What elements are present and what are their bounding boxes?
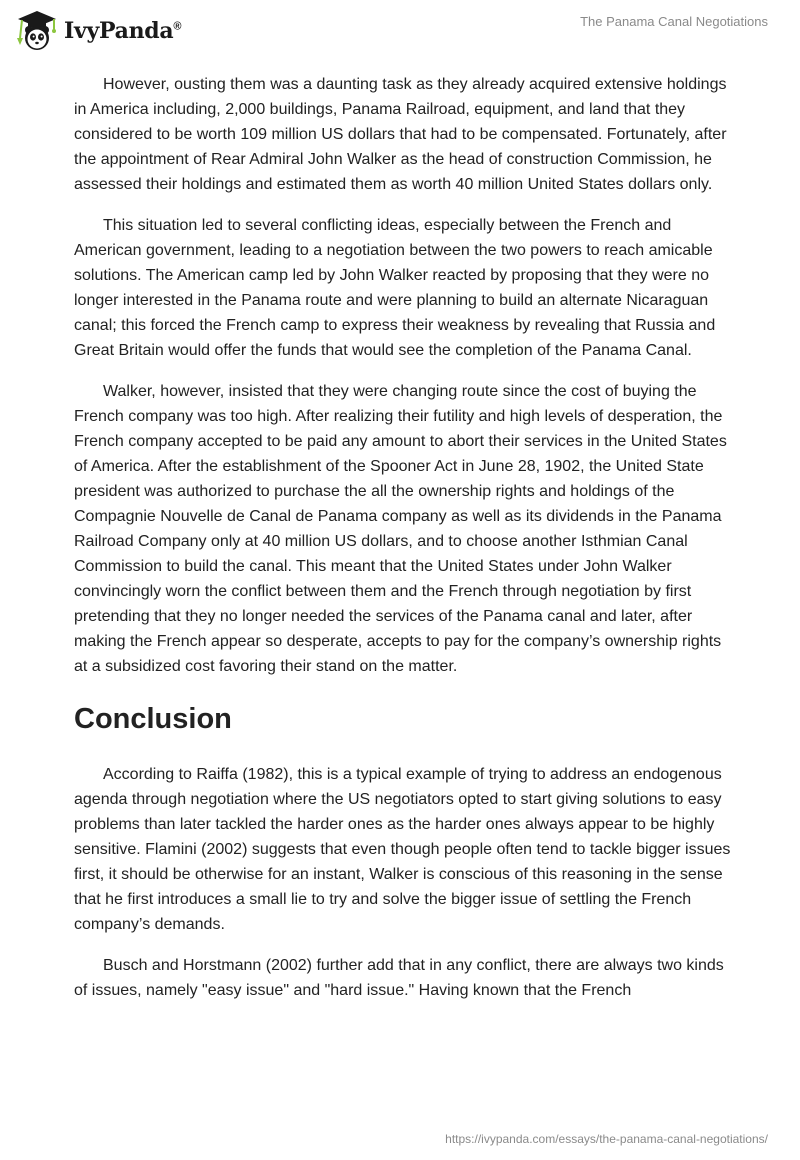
brand-name: IvyPanda® xyxy=(64,18,182,44)
section-heading: Conclusion xyxy=(74,703,232,735)
paragraph: According to Raiffa (1982), this is a typical example of trying to address an endogenous agenda through negotiation where the US negotiators opted to start giving solutions to easy problems than later tackled the harder ones as the harder ones always appear to be highly sensitive. Flamini (2002) suggests that even though people often tend to tackle bigger issues first, it should be otherwise for an instant, Walker is conscious of this reasoning in the sense that he first introduces a small lie to try and solve the bigger issue of settling the French company’s demands. xyxy=(74,766,731,933)
document-title: The Panama Canal Negotiations xyxy=(580,14,768,29)
page-header xyxy=(0,0,800,60)
paragraph: Walker, however, insisted that they were changing route since the cost of buying the French company was too high. After realizing their futility and high levels of desperation, the French company accepted to be paid any amount to abort their services in the United States of America. After the establishment of the Spooner Act in June 28, 1902, the United State president was authorized to purchase the all the ownership rights and holdings of the Compagnie Nouvelle de Canal de Panama company as well as its dividends in the Panama Railroad Company only at 40 million US dollars, and to choose another Isthmian Canal Commission to build the canal. This meant that the United States under John Walker convincingly worn the conflict between them and the French through negotiation by first pretending that they no longer needed the services of the Panama canal and later, after making the French appear so desperate, accepts to pay for the company’s ownership rights at a subsidized cost favoring their stand on the matter. xyxy=(74,383,727,675)
ivypanda-logo[interactable] xyxy=(14,8,181,54)
essay-body xyxy=(74,72,734,1019)
registered-mark: ® xyxy=(173,20,182,33)
source-url[interactable]: https://ivypanda.com/essays/the-panama-canal-negotiations/ xyxy=(445,1132,768,1146)
paragraph: However, ousting them was a daunting task as they already acquired extensive holdings in America including, 2,000 buildings, Panama Railroad, equipment, and land that they considered to be worth 109 million US dollars that had to be compensated. Fortunately, after the appointment of Rear Admiral John Walker as the head of construction Commission, he assessed their holdings and estimated them as worth 40 million United States dollars only. xyxy=(74,76,727,193)
panda-graduation-cap-icon xyxy=(14,8,60,54)
paragraph: Busch and Horstmann (2002) further add that in any conflict, there are always two kinds of issues, namely "easy issue" and "hard issue." Having known that the French xyxy=(74,957,724,999)
paragraph: This situation led to several conflicting ideas, especially between the French and American government, leading to a negotiation between the two powers to reach amicable solutions. The American camp led by John Walker reacted by proposing that they were no longer interested in the Panama route and were planning to build an alternate Nicaraguan canal; this forced the French camp to express their weakness by revealing that Russia and Great Britain would offer the funds that would see the completion of the Panama Canal. xyxy=(74,217,716,359)
